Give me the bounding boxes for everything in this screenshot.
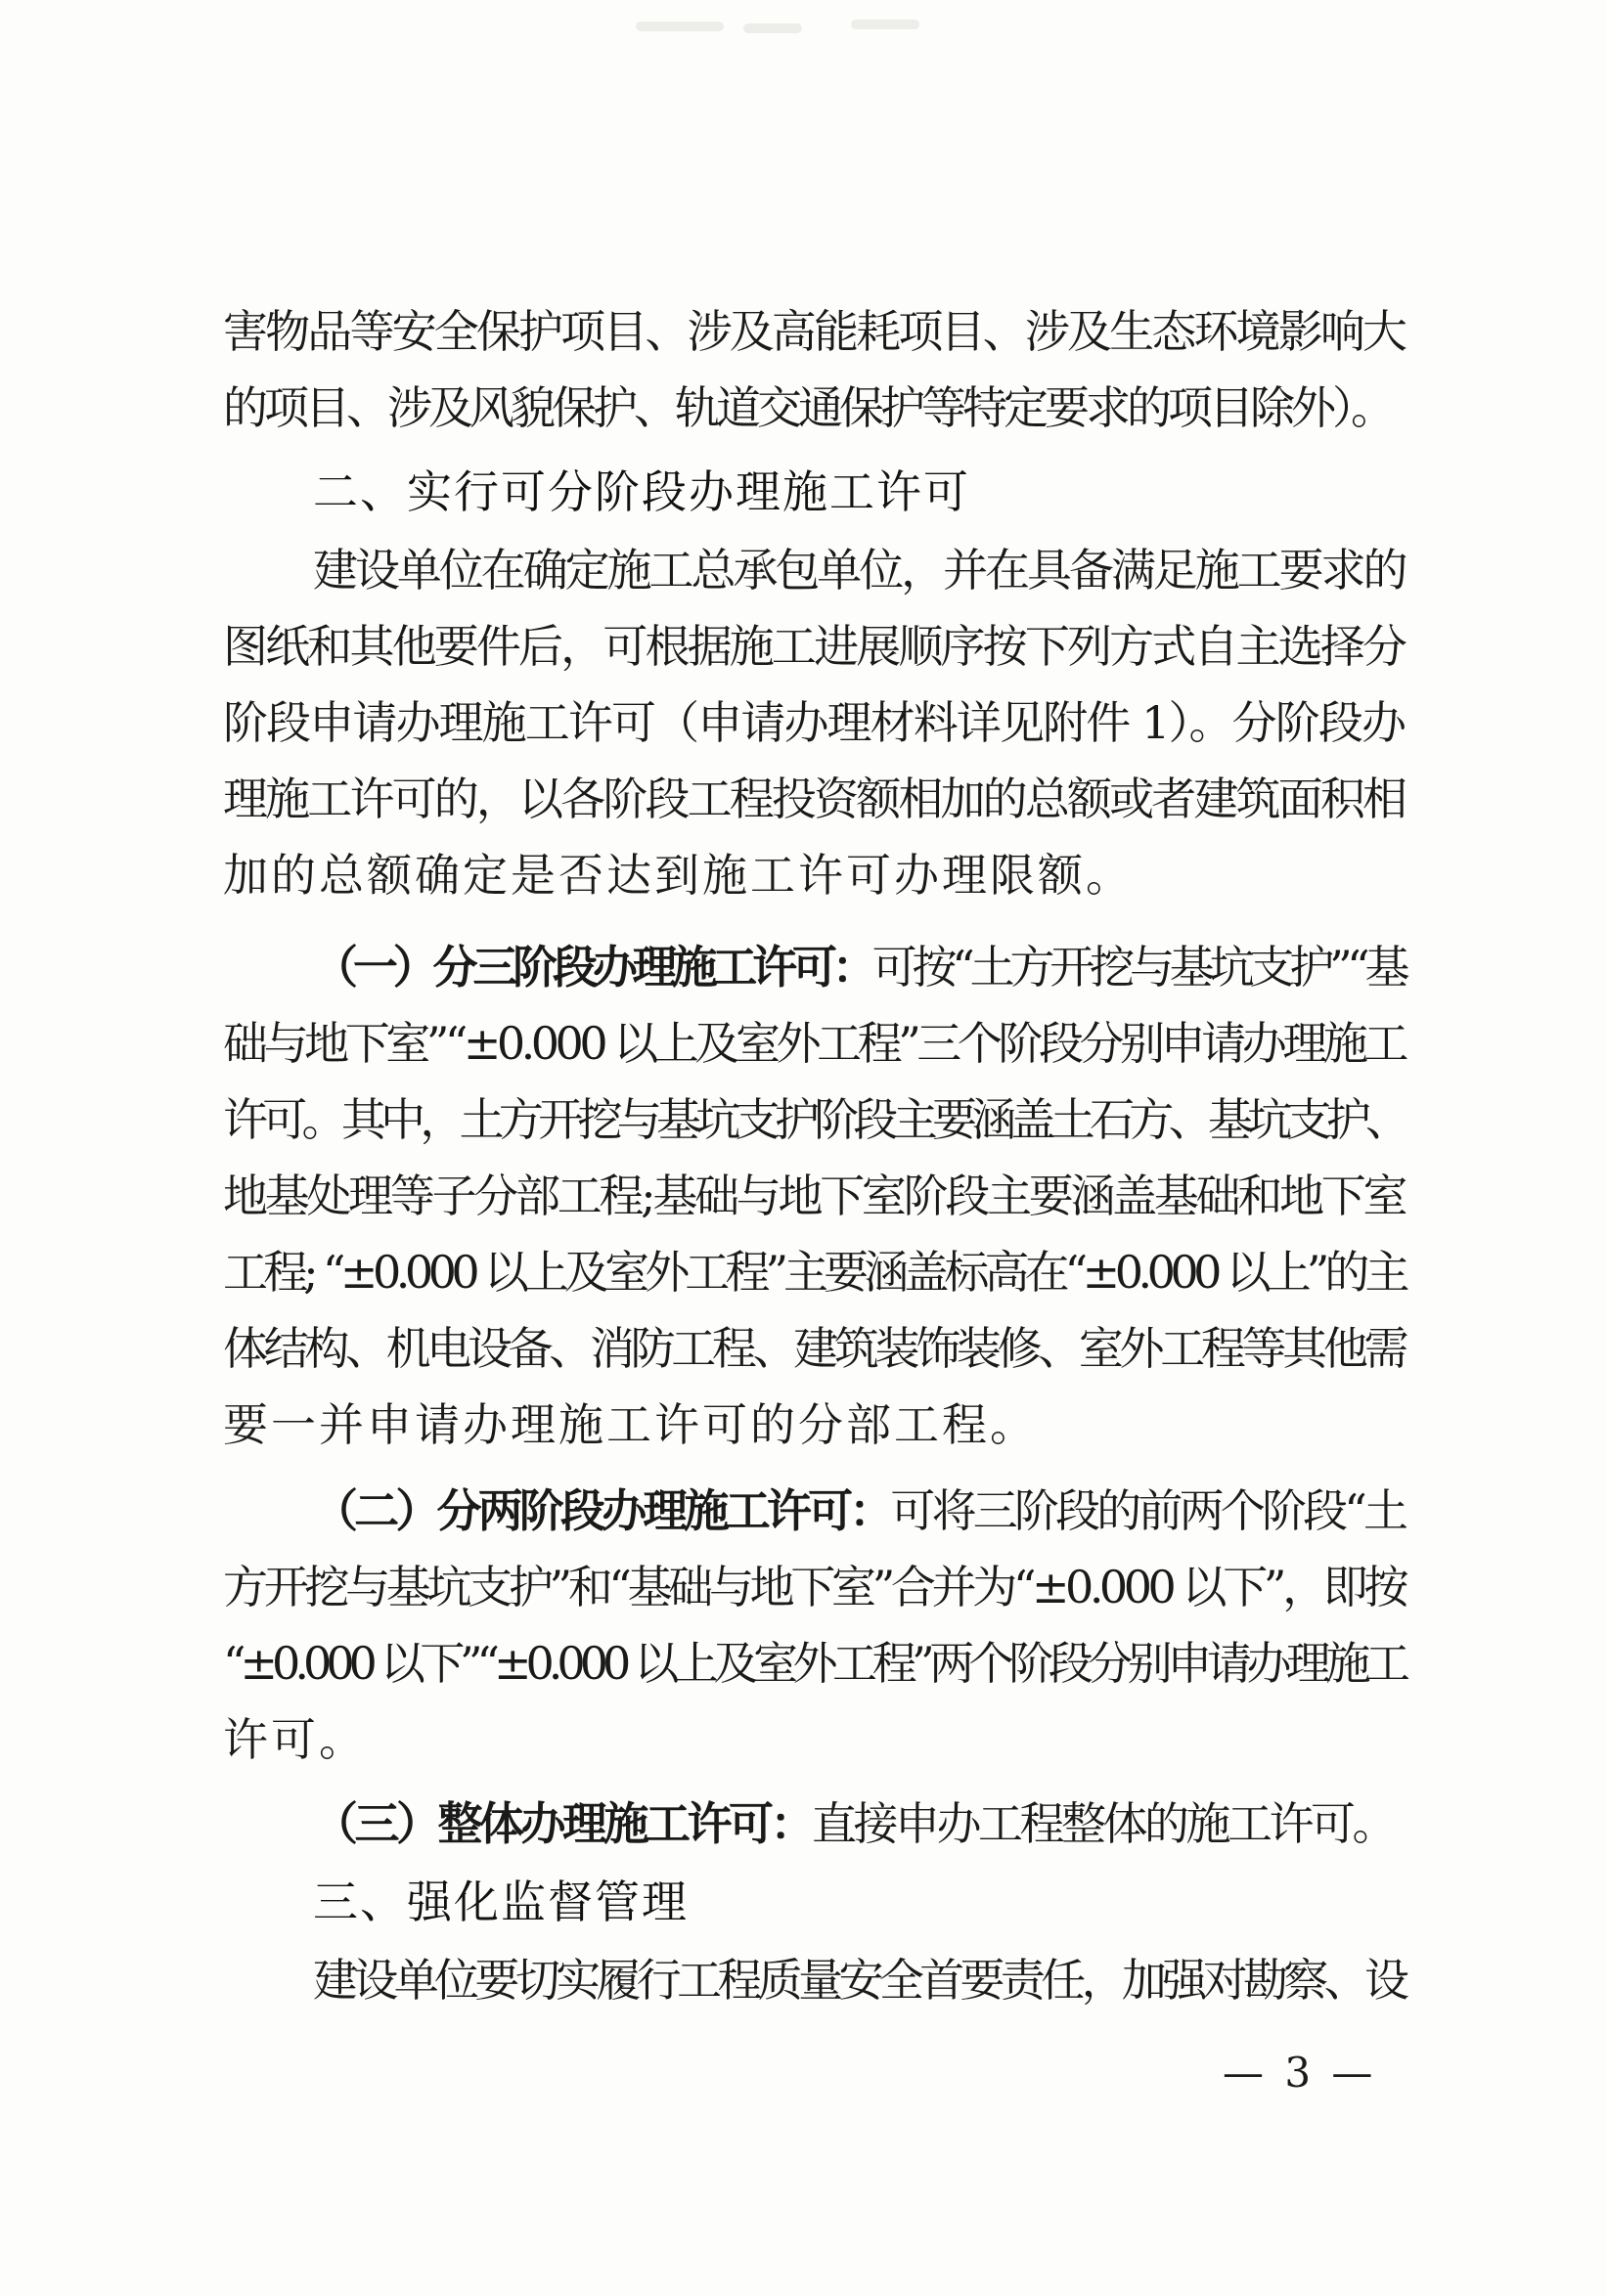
paragraph-line: 许可。其中，土方开挖与基坑支护阶段主要涵盖土石方、基坑支护、 [223,1093,1405,1146]
section-heading: 三、强化监督管理 [313,1876,689,1928]
paragraph-top [223,293,1405,446]
paragraph-line: 图纸和其他要件后，可根据施工进展顺序按下列方式自主选择分 [223,620,1405,673]
paragraph-line: 阶段申请办理施工许可（申请办理材料详见附件 1）。分阶段办 [223,696,1405,749]
item-two-stage [223,1473,1405,1778]
paragraph-line: 体结构、机电设备、消防工程、建筑装饰装修、室外工程等其他需 [223,1322,1405,1375]
scan-artifact [743,23,802,33]
paragraph-line: 础与地下室”“±0.000 以上及室外工程”三个阶段分别申请办理施工 [223,1017,1405,1070]
item-three-stage [223,929,1405,1463]
paragraph-line: 地基处理等子分部工程;基础与地下室阶段主要涵盖基础和地下室 [223,1170,1405,1222]
item-text: 直接申办工程整体的施工许可。 [812,1797,1394,1850]
section-heading-3 [223,1864,1405,1940]
paragraph-line: 害物品等安全保护项目、涉及高能耗项目、涉及生态环境影响大 [223,305,1405,358]
item-label: （二）分两阶段办理施工许可： [313,1484,891,1537]
paragraph-line: 理施工许可的，以各阶段工程投资额相加的总额或者建筑面积相 [223,773,1405,825]
paragraph-line: 的项目、涉及风貌保护、轨道交通保护等特定要求的项目除外）。 [223,381,1392,434]
paragraph-line: “±0.000 以下”“±0.000 以上及室外工程”两个阶段分别申请办理施工 [223,1637,1405,1690]
item-whole [223,1786,1405,1862]
item-text: 可按“土方开挖与基坑支护”“基 [871,941,1405,993]
scan-artifact [636,22,724,31]
paragraph-line: 加的总额确定是否达到施工许可办理限额。 [223,849,1134,902]
item-first-line [223,1786,1405,1862]
paragraph-line: 建设单位在确定施工总承包单位，并在具备满足施工要求的 [313,544,1405,596]
item-first-line [223,1473,1405,1549]
paragraph-line: 方开挖与基坑支护”和“基础与地下室”合并为“±0.000 以下”，即按 [223,1561,1405,1613]
section-heading-2 [223,454,1405,530]
paragraph-3 [223,1942,1405,2018]
section-heading: 二、实行可分阶段办理施工许可 [313,465,970,518]
page-number: — 3 — [1223,2049,1377,2097]
scan-artifact [851,20,919,29]
paragraph-line: 工程; “±0.000 以上及室外工程”主要涵盖标高在“±0.000 以上”的主 [223,1246,1405,1299]
item-label: （一）分三阶段办理施工许可： [313,941,872,993]
item-first-line [223,929,1405,1005]
paragraph-line: 建设单位要切实履行工程质量安全首要责任，加强对勘察、设 [313,1954,1405,2007]
item-text: 可将三阶段的前两个阶段“土 [890,1484,1405,1537]
paragraph-line: 要一并申请办理施工许可的分部工程。 [223,1398,1038,1451]
item-label: （三）整体办理施工许可： [313,1797,812,1850]
paragraph-line: 许可。 [223,1713,367,1766]
paragraph-2 [223,532,1405,913]
